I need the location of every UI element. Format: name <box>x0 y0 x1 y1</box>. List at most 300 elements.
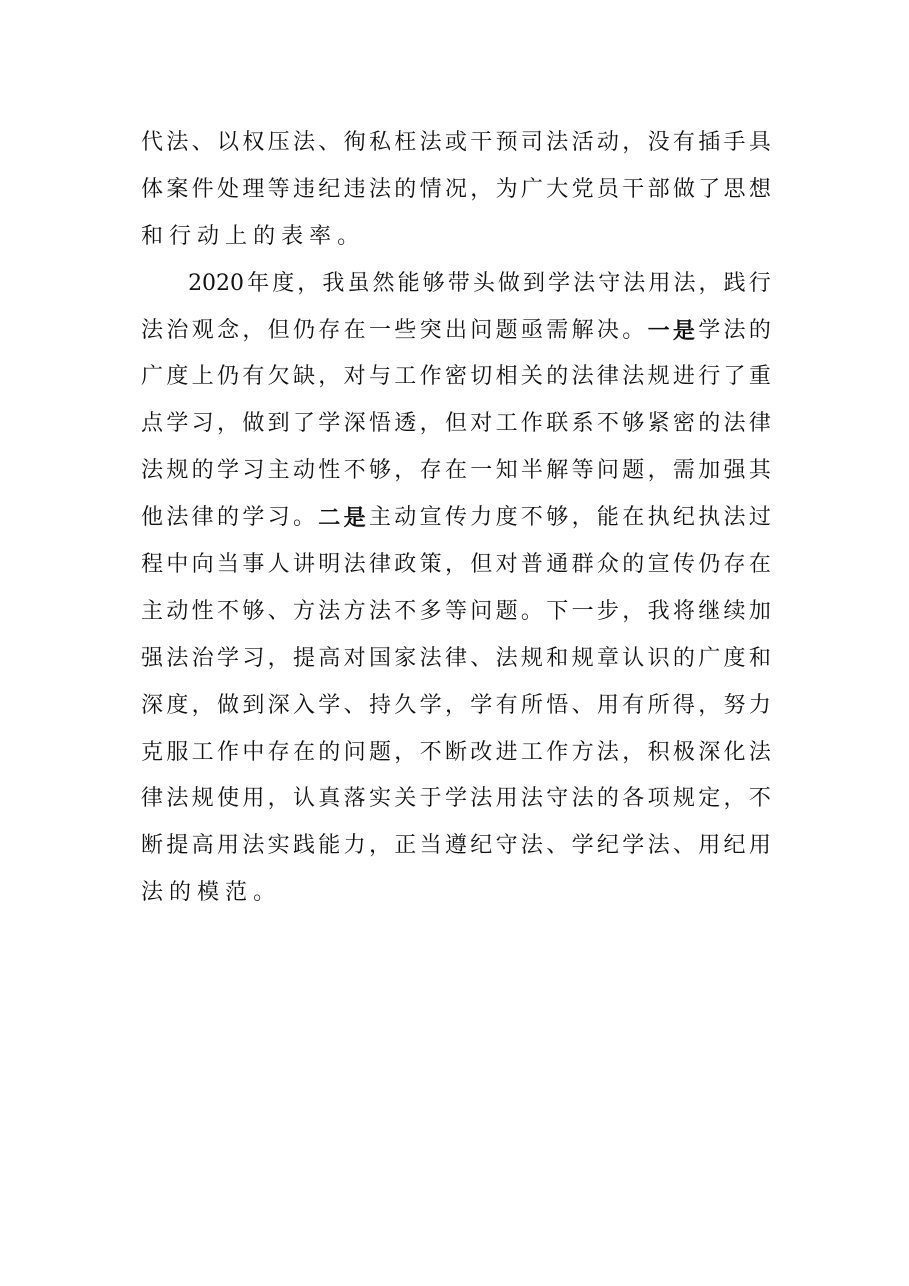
emphasis-char: 二 <box>318 505 341 532</box>
text-char: 持 <box>368 692 391 718</box>
text-line <box>141 589 771 636</box>
text-char: 工 <box>191 739 214 765</box>
text-char: 法 <box>495 645 518 671</box>
text-char: 有 <box>622 692 645 718</box>
text-char: 存 <box>267 739 290 765</box>
text-char: 法 <box>546 130 569 155</box>
text-char: 守 <box>546 786 569 812</box>
text-char: 有 <box>242 364 265 390</box>
text-char: 多 <box>419 598 442 624</box>
text-char: 况 <box>444 176 467 202</box>
text-char: 动 <box>292 458 315 484</box>
text-char: 等 <box>267 176 290 202</box>
text-char: ， <box>297 270 320 296</box>
text-char: 在 <box>622 505 645 531</box>
text-char: 过 <box>748 505 771 531</box>
text-char: 、 <box>470 645 493 671</box>
text-char: 、 <box>546 833 569 859</box>
text-char: 强 <box>141 645 164 671</box>
text-char: ， <box>444 552 467 578</box>
text-char: 的 <box>596 786 619 812</box>
text-char: 法 <box>571 786 594 812</box>
text-char: 法 <box>622 364 645 390</box>
text-char: 得 <box>672 692 695 718</box>
text-char: 践 <box>723 270 746 296</box>
text-char: 法 <box>242 833 265 859</box>
text-char: 深 <box>698 739 721 765</box>
text-char: 宣 <box>647 552 670 578</box>
text-char: 章 <box>596 645 619 671</box>
text-char: 深 <box>141 692 164 718</box>
text-char: ， <box>444 692 467 718</box>
text-char: 活 <box>571 130 594 155</box>
text-char: 、 <box>318 130 341 155</box>
text-line <box>141 354 771 401</box>
text-char: 法 <box>166 645 189 671</box>
text-char: 中 <box>166 552 189 578</box>
text-char: 体 <box>141 176 164 202</box>
text-char: 到 <box>267 411 290 437</box>
text-char: 徇 <box>343 130 366 155</box>
text-char: 法 <box>292 130 315 155</box>
text-char: 工 <box>394 364 417 390</box>
text-char: 法 <box>470 786 493 812</box>
text-char: 事 <box>242 552 265 578</box>
text-char: 工 <box>520 739 543 765</box>
text-char: 入 <box>292 692 315 718</box>
text-char: 问 <box>343 739 366 765</box>
text-char: 够 <box>546 505 569 531</box>
text-char: 。 <box>253 880 282 906</box>
text-char: 对 <box>495 552 518 578</box>
text-line <box>141 401 771 448</box>
text-char: 做 <box>242 411 265 437</box>
text-char: 但 <box>444 411 467 437</box>
text-char: 当 <box>216 552 239 578</box>
text-char: 对 <box>470 411 493 437</box>
text-char: 法 <box>723 411 746 437</box>
text-char: 动 <box>166 598 189 624</box>
text-char: 情 <box>419 176 442 202</box>
text-char: ， <box>267 786 290 812</box>
text-char: 不 <box>343 458 366 484</box>
text-char: 学 <box>216 458 239 484</box>
text-char: 和 <box>546 645 569 671</box>
text-char: 一 <box>571 598 594 624</box>
text-char: 党 <box>571 176 594 202</box>
text-char: 所 <box>647 692 670 718</box>
text-char: 有 <box>672 130 695 155</box>
text-char: 干 <box>622 176 645 202</box>
text-char: 传 <box>672 552 695 578</box>
text-char: 落 <box>343 786 366 812</box>
text-char: 了 <box>292 411 315 437</box>
text-char: 关 <box>520 364 543 390</box>
text-char: 的 <box>698 411 721 437</box>
text-char: ， <box>470 176 493 202</box>
text-char: 范 <box>225 880 254 906</box>
text-char: 到 <box>522 270 545 296</box>
text-char: 够 <box>242 598 265 624</box>
text-char: 员 <box>596 176 619 202</box>
text-char: 大 <box>546 176 569 202</box>
text-char: 极 <box>672 739 695 765</box>
text-char: 提 <box>166 833 189 859</box>
text-char: 仍 <box>216 364 239 390</box>
text-char: 等 <box>571 458 594 484</box>
text-char: 力 <box>748 692 771 718</box>
text-char: 用 <box>648 270 671 296</box>
text-char: 念 <box>216 317 239 343</box>
text-char: 执 <box>647 505 670 531</box>
text-char: 识 <box>647 645 670 671</box>
text-char: 纪 <box>470 833 493 859</box>
text-char: 预 <box>495 130 518 155</box>
text-char: 在 <box>748 552 771 578</box>
text-char: 学 <box>444 786 467 812</box>
text-char: 件 <box>191 176 214 202</box>
text-char: 学 <box>622 833 645 859</box>
text-char: 点 <box>141 411 164 437</box>
text-char: 策 <box>419 552 442 578</box>
text-char: 规 <box>647 364 670 390</box>
text-char: 欠 <box>267 364 290 390</box>
text-char: 高 <box>318 645 341 671</box>
text-char: 对 <box>343 645 366 671</box>
text-char: 遵 <box>444 833 467 859</box>
text-char: 法 <box>596 739 619 765</box>
text-char: 久 <box>394 692 417 718</box>
text-char: 规 <box>571 645 594 671</box>
text-char: 正 <box>394 833 417 859</box>
text-char: 、 <box>267 598 290 624</box>
text-char: 理 <box>242 176 265 202</box>
text-char: 学 <box>318 692 341 718</box>
text-char: 用 <box>748 833 771 859</box>
text-char: 、 <box>571 692 594 718</box>
text-char: 守 <box>495 833 518 859</box>
text-char: 解 <box>571 317 594 343</box>
text-char: 枉 <box>394 130 417 155</box>
text-char: 能 <box>596 505 619 531</box>
text-char: 够 <box>368 458 391 484</box>
text-char: 政 <box>394 552 417 578</box>
text-char: 实 <box>267 833 290 859</box>
text-char: ， <box>698 270 721 296</box>
text-char: 学 <box>216 645 239 671</box>
text-char: 各 <box>622 786 645 812</box>
text-char: 明 <box>318 552 341 578</box>
text-char: 续 <box>723 598 746 624</box>
text-char: 系 <box>571 411 594 437</box>
text-char: 治 <box>191 645 214 671</box>
text-char: 行 <box>169 223 198 249</box>
text-char: 法 <box>343 552 366 578</box>
text-char: 处 <box>216 176 239 202</box>
text-char: 规 <box>166 458 189 484</box>
text-char: 等 <box>444 598 467 624</box>
text-char: 于 <box>419 786 442 812</box>
text-char: 法 <box>166 130 189 155</box>
text-char: 项 <box>647 786 670 812</box>
text-char: 部 <box>647 176 670 202</box>
text-char: 法 <box>647 833 670 859</box>
text-char: 或 <box>444 130 467 155</box>
text-char: 主 <box>141 598 164 624</box>
text-char: 认 <box>622 645 645 671</box>
text-char: 方 <box>571 739 594 765</box>
text-char: 问 <box>470 598 493 624</box>
text-char: 不 <box>520 505 543 531</box>
text-char: 度 <box>723 645 746 671</box>
text-char: 治 <box>166 317 189 343</box>
text-char: 他 <box>141 505 164 531</box>
text-char: 为 <box>495 176 518 202</box>
text-char: 题 <box>495 598 518 624</box>
text-char: 法 <box>166 505 189 531</box>
text-char: ， <box>723 786 746 812</box>
text-char: 亟 <box>520 317 543 343</box>
text-char: 头 <box>472 270 495 296</box>
text-char: 高 <box>191 833 214 859</box>
text-char: 用 <box>495 786 518 812</box>
text-char: 学 <box>242 505 265 531</box>
emphasis-char: 是 <box>672 317 695 344</box>
text-char: 不 <box>419 739 442 765</box>
emphasis-char: 一 <box>647 317 670 344</box>
text-char: 、 <box>191 130 214 155</box>
text-char: 用 <box>698 833 721 859</box>
text-char: 断 <box>141 833 164 859</box>
text-char: 加 <box>748 598 771 624</box>
text-char: 规 <box>672 786 695 812</box>
text-char: 律 <box>444 645 467 671</box>
text-char: 了 <box>723 364 746 390</box>
text-char: 对 <box>343 364 366 390</box>
text-char: 积 <box>647 739 670 765</box>
text-char: 题 <box>495 317 518 343</box>
text-char: ， <box>622 598 645 624</box>
text-char: 行 <box>698 364 721 390</box>
text-char: 违 <box>292 176 315 202</box>
text-char: 当 <box>419 833 442 859</box>
text-char: 仍 <box>292 317 315 343</box>
text-char: 国 <box>368 645 391 671</box>
text-char: ， <box>191 692 214 718</box>
text-char: 工 <box>495 411 518 437</box>
text-char: 性 <box>191 598 214 624</box>
text-char: 具 <box>748 130 771 155</box>
text-char: 些 <box>394 317 417 343</box>
text-char: 学 <box>571 833 594 859</box>
text-char: 法 <box>573 270 596 296</box>
text-char: 法 <box>520 833 543 859</box>
text-char: ， <box>242 317 265 343</box>
text-char: 向 <box>191 552 214 578</box>
text-char: 密 <box>672 411 695 437</box>
text-char: 不 <box>394 598 417 624</box>
text-char: 权 <box>242 130 265 155</box>
text-char: 学 <box>166 411 189 437</box>
text-char: 模 <box>197 880 226 906</box>
text-char: 违 <box>343 176 366 202</box>
text-char: 存 <box>723 552 746 578</box>
text-char: 年 <box>247 270 270 296</box>
text-line <box>141 261 771 308</box>
text-char: 深 <box>267 692 290 718</box>
text-char: 密 <box>444 364 467 390</box>
text-char: 深 <box>343 411 366 437</box>
text-char: 使 <box>216 786 239 812</box>
text-char: 克 <box>141 739 164 765</box>
text-line <box>141 448 771 495</box>
text-char: 问 <box>470 317 493 343</box>
text-char: ， <box>698 692 721 718</box>
text-char: 纪 <box>596 833 619 859</box>
text-char: 行 <box>748 270 771 296</box>
text-line <box>141 542 771 589</box>
text-char: 的 <box>546 364 569 390</box>
text-char: 纪 <box>318 176 341 202</box>
text-char: 在 <box>444 458 467 484</box>
text-char: 认 <box>292 786 315 812</box>
text-char: 法 <box>368 176 391 202</box>
text-char: 上 <box>225 223 254 249</box>
text-char: 相 <box>495 364 518 390</box>
text-char: 一 <box>368 317 391 343</box>
text-char: 2020 <box>188 270 245 296</box>
text-char: 通 <box>546 552 569 578</box>
text-char: 不 <box>748 786 771 812</box>
text-char: 需 <box>672 458 695 484</box>
text-char: 的 <box>191 458 214 484</box>
text-char: 学 <box>318 411 341 437</box>
text-char: ， <box>622 739 645 765</box>
text-char: 习 <box>242 645 265 671</box>
text-char: 需 <box>546 317 569 343</box>
text-char: 我 <box>322 270 345 296</box>
text-char: 用 <box>242 786 265 812</box>
text-char: ， <box>267 645 290 671</box>
text-char: 法 <box>419 130 442 155</box>
text-char: 强 <box>723 458 746 484</box>
body-text <box>141 120 771 917</box>
text-char: 联 <box>546 411 569 437</box>
text-char: 作 <box>419 364 442 390</box>
text-char: 悟 <box>368 411 391 437</box>
text-char: 和 <box>748 645 771 671</box>
text-char: 的 <box>622 552 645 578</box>
text-char: 真 <box>318 786 341 812</box>
text-char: 观 <box>191 317 214 343</box>
text-char: 律 <box>368 552 391 578</box>
text-char: ， <box>394 739 417 765</box>
text-char: 紧 <box>647 411 670 437</box>
text-char: 传 <box>444 505 467 531</box>
text-char: 纪 <box>672 505 695 531</box>
text-char: 讲 <box>292 552 315 578</box>
text-char: 用 <box>216 833 239 859</box>
text-char: 律 <box>596 364 619 390</box>
text-char: 法 <box>673 270 696 296</box>
text-char: 法 <box>318 598 341 624</box>
text-char: 学 <box>470 692 493 718</box>
text-char: 习 <box>191 411 214 437</box>
text-char: 到 <box>242 692 265 718</box>
text-char: 法 <box>723 505 746 531</box>
text-char: 律 <box>191 505 214 531</box>
text-char: 践 <box>292 833 315 859</box>
text-char: 习 <box>267 505 290 531</box>
text-char: 思 <box>723 176 746 202</box>
text-char: 决 <box>596 317 619 343</box>
text-char: 作 <box>216 739 239 765</box>
text-char: 改 <box>470 739 493 765</box>
text-char: 司 <box>520 130 543 155</box>
text-char: 守 <box>598 270 621 296</box>
text-char: 虽 <box>347 270 370 296</box>
text-char: 压 <box>267 130 290 155</box>
text-char: 法 <box>141 880 170 906</box>
text-char: 用 <box>596 692 619 718</box>
text-char: 广 <box>520 176 543 202</box>
text-char: 法 <box>748 739 771 765</box>
text-char: 方 <box>343 598 366 624</box>
text-char: ， <box>622 130 645 155</box>
text-char: 有 <box>495 692 518 718</box>
text-char: 的 <box>216 505 239 531</box>
text-char: 与 <box>368 364 391 390</box>
text-line <box>141 495 771 542</box>
text-char: 法 <box>141 317 164 343</box>
text-char: 度 <box>166 692 189 718</box>
text-char: 的 <box>672 645 695 671</box>
text-line <box>141 636 771 683</box>
text-char: 知 <box>495 458 518 484</box>
text-char: 私 <box>368 130 391 155</box>
text-char: 一 <box>470 458 493 484</box>
text-char: 出 <box>444 317 467 343</box>
text-char: 插 <box>698 130 721 155</box>
text-char: 透 <box>394 411 417 437</box>
text-char: 学 <box>419 692 442 718</box>
text-char: 其 <box>748 458 771 484</box>
text-char: 力 <box>343 833 366 859</box>
text-char: 实 <box>368 786 391 812</box>
text-char: 学 <box>698 317 721 343</box>
text-char: 和 <box>141 223 170 249</box>
text-char: 法 <box>520 786 543 812</box>
text-char: 方 <box>292 598 315 624</box>
text-char: 突 <box>419 317 442 343</box>
text-char: 。 <box>292 505 315 531</box>
text-char: 能 <box>318 833 341 859</box>
text-char: 题 <box>368 739 391 765</box>
text-char: ， <box>419 411 442 437</box>
text-char: 存 <box>318 317 341 343</box>
text-char: 仍 <box>698 552 721 578</box>
text-char: 法 <box>166 786 189 812</box>
text-char: 律 <box>141 786 164 812</box>
text-char: ， <box>571 505 594 531</box>
text-char: 规 <box>191 786 214 812</box>
text-char: 努 <box>723 692 746 718</box>
text-char: 广 <box>698 645 721 671</box>
text-char: 动 <box>394 505 417 531</box>
text-char: 法 <box>571 364 594 390</box>
text-char: 缺 <box>292 364 315 390</box>
text-char: 够 <box>622 411 645 437</box>
